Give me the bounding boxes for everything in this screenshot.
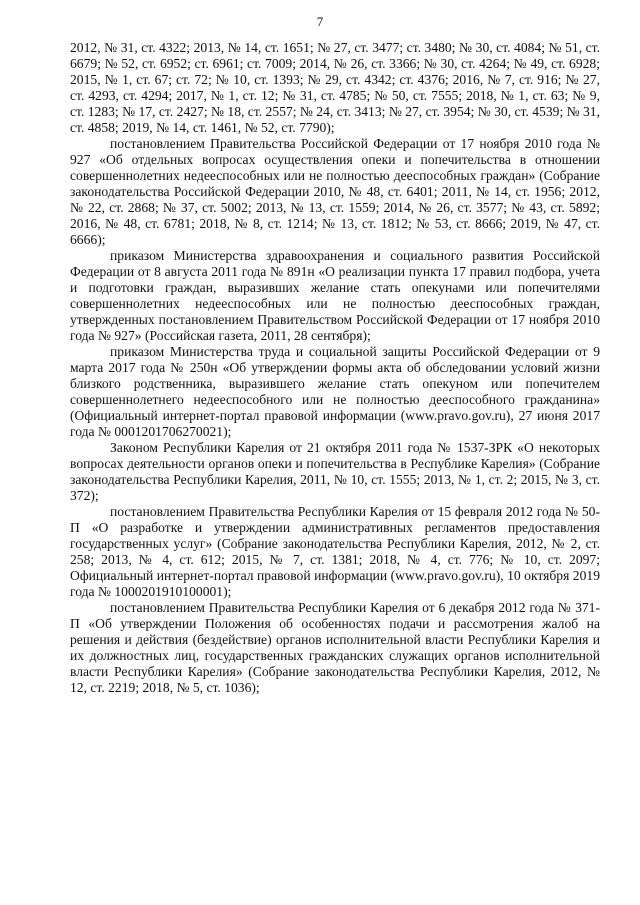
paragraph: постановлением Правительства Республики Карелия от 15 февраля 2012 года № 50-П «О разработке и утверждении административных регламентов предоставления государственных услуг» (Собрание законодательства Республики Карелия, 2012, № 2, ст. 258; 2013, № 4, ст. 612; 2015, № 7, ст. 1381; 2018, № 4, ст. 776; № 10, ст. 2097; Официальный интернет-портал правовой информации (www.pravo.gov.ru), 10 октября 2019 года № 1000201910100001); (70, 504, 600, 599)
paragraph: постановлением Правительства Республики Карелия от 6 декабря 2012 года № 371-П «Об утверждении Положения об особенностях подачи и рассмотрения жалоб на решения и действия (бездействие) органов исполнительной власти Республики Карелия и их должностных лиц, государственных гражданских служащих органов исполнительной власти Республики Карелия» (Собрание законодательства Республики Карелия, 2012, № 12, ст. 2219; 2018, № 5, ст. 1036); (70, 600, 600, 695)
document-body (70, 40, 600, 696)
paragraph-continuation: 2012, № 31, ст. 4322; 2013, № 14, ст. 1651; № 27, ст. 3477; ст. 3480; № 30, ст. 4084; № 51, ст. 6679; № 52, ст. 6952; ст. 6961; ст. 7009; 2014, № 26, ст. 3366; № 30, ст. 4264; № 49, ст. 6928; 2015, № 1, ст. 67; ст. 72; № 10, ст. 1393; № 29, ст. 4342; ст. 4376; 2016, № 7, ст. 916; № 27, ст. 4293, ст. 4294; 2017, № 1, ст. 12; № 31, ст. 4785; № 50, ст. 7555; 2018, № 1, ст. 63; № 9, ст. 1283; № 17, ст. 2427; № 18, ст. 2557; № 24, ст. 3413; № 27, ст. 3954; № 30, ст. 4539; № 31, ст. 4858; 2019, № 14, ст. 1461, № 52, ст. 7790); (70, 40, 600, 135)
paragraph: приказом Министерства труда и социальной защиты Российской Федерации от 9 марта 2017 года № 250н «Об утверждении формы акта об обследовании условий жизни близкого родственника, выразившего желание стать опекуном или попечителем совершеннолетнего недееспособного или не полностью дееспособного гражданина» (Официальный интернет-портал правовой информации (www.pravo.gov.ru), 27 июня 2017 года № 0001201706270021); (70, 344, 600, 439)
paragraph: постановлением Правительства Российской Федерации от 17 ноября 2010 года № 927 «Об отдельных вопросах осуществления опеки и попечительства в отношении совершеннолетних недееспособных или не полностью дееспособных граждан» (Собрание законодательства Российской Федерации 2010, № 48, ст. 6401; 2011, № 14, ст. 1956; 2012, № 22, ст. 2868; № 37, ст. 5002; 2013, № 13, ст. 1559; 2014, № 26, ст. 3577; № 43, ст. 5892; 2016, № 48, ст. 6781; 2018, № 8, ст. 1214; № 13, ст. 1812; № 53, ст. 8666; 2019, № 47, ст. 6666); (70, 136, 600, 247)
paragraph: приказом Министерства здравоохранения и социального развития Российской Федерации от 8 августа 2011 года № 891н «О реализации пункта 17 правил подбора, учета и подготовки граждан, выразивших желание стать опекунами или попечителями совершеннолетних недееспособных или не полностью дееспособных граждан, утвержденных постановлением Правительством Российской Федерации от 17 ноября 2010 года № 927» (Российская газета, 2011, 28 сентября); (70, 248, 600, 343)
paragraph: Законом Республики Карелия от 21 октября 2011 года № 1537-ЗРК «О некоторых вопросах деятельности органов опеки и попечительства в Республике Карелия» (Собрание законодательства Республики Карелия, 2011, № 10, ст. 1555; 2013, № 1, ст. 2; 2015, № 3, ст. 372); (70, 440, 600, 503)
page-number: 7 (316, 14, 324, 29)
